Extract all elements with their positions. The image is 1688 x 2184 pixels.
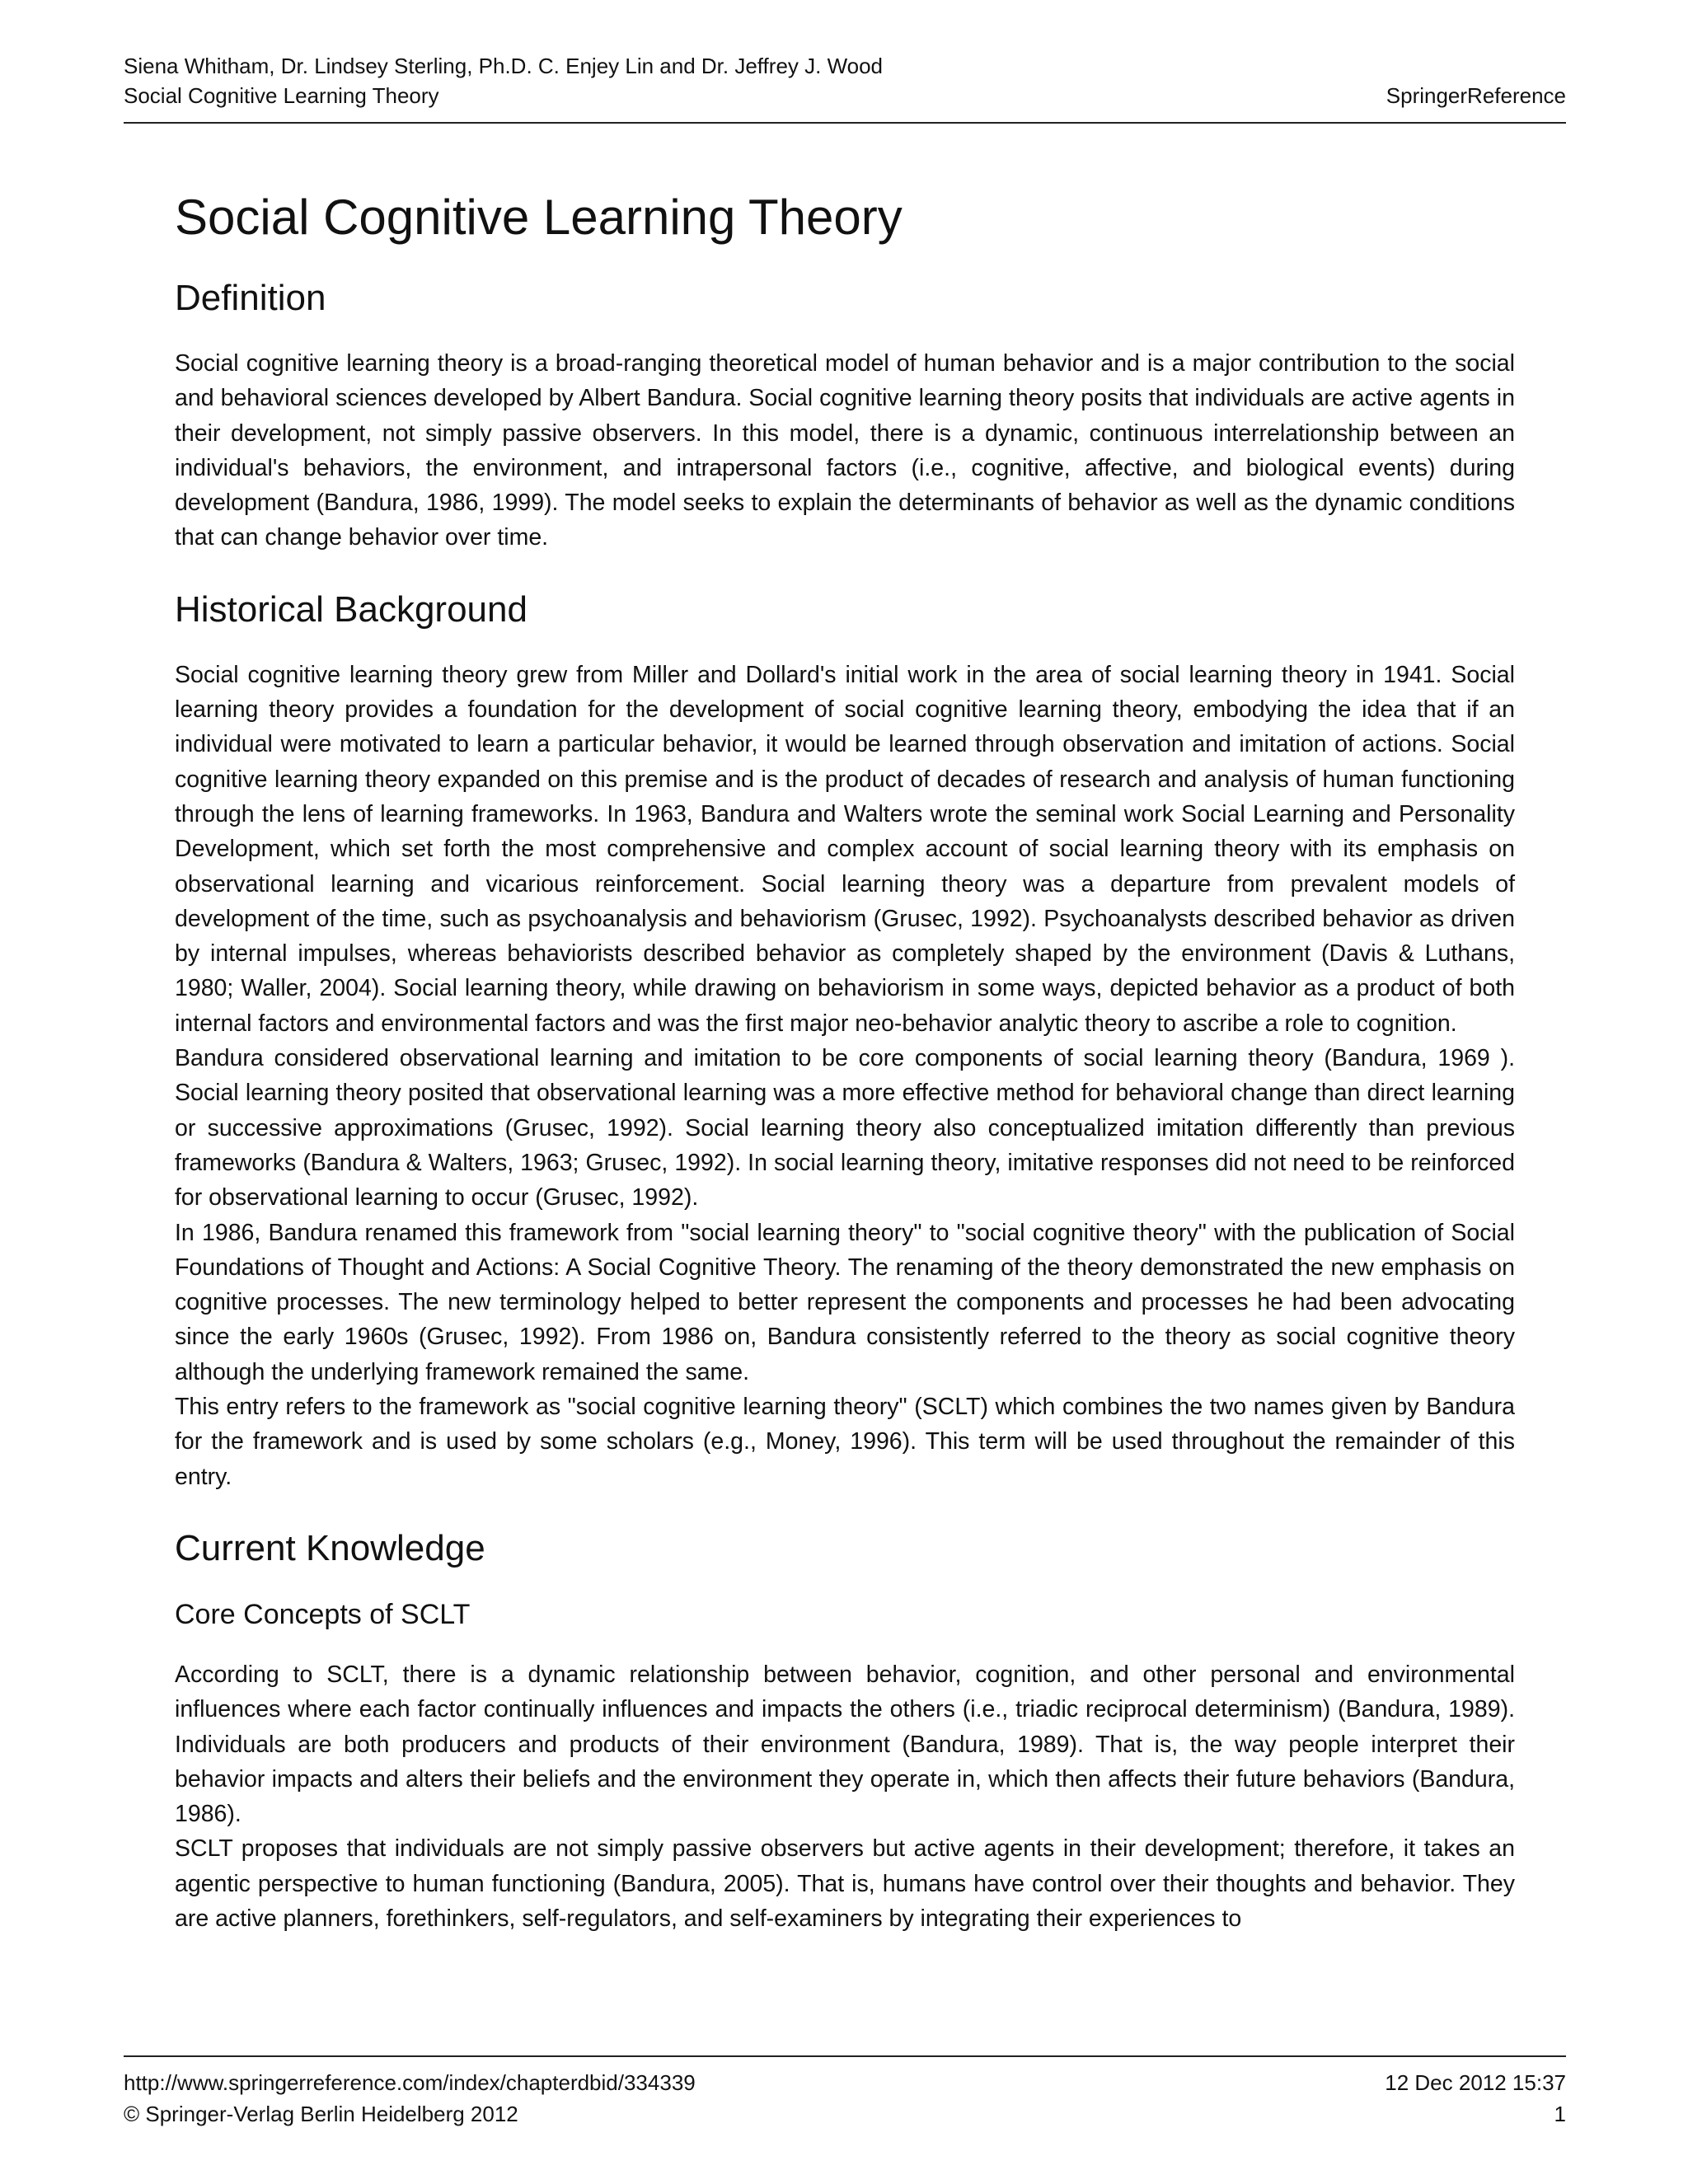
current-paragraph: SCLT proposes that individuals are not simply passive observers but active agents in their development; therefore, it takes an agentic perspective to human functioning (Bandura, 2005). That is, humans have control over their thoughts and behavior. They are active planners, forethinkers, self-regulators, and self-examiners by integrating their experiences to bbox=[175, 1835, 1515, 1932]
header-title: Social Cognitive Learning Theory bbox=[124, 83, 439, 108]
footer-timestamp: 12 Dec 2012 15:37 bbox=[1385, 2070, 1566, 2095]
current-knowledge-heading: Current Knowledge bbox=[175, 1527, 485, 1568]
historical-background-section bbox=[175, 587, 1515, 1494]
current-paragraph: According to SCLT, there is a dynamic relationship between behavior, cognition, and other personal and environmental influences where each factor continually influences and impacts the others (i.e., triadic reciprocal determinism) (Bandura, 1989). Individuals are both producers and products of their environment (Bandura, 1989). That is, the way people interpret their behavior impacts and alters their beliefs and the environment they operate in, which then affects their future behaviors (Bandura, 1986). bbox=[175, 1661, 1515, 1828]
document-title: Social Cognitive Learning Theory bbox=[175, 190, 903, 245]
page-footer bbox=[124, 2055, 1566, 2130]
definition-paragraph: Social cognitive learning theory is a broad-ranging theoretical model of human behavior and is a major contribution to the social and behavioral sciences developed by Albert Bandura. Social cognitive learning theory posits that individuals are active agents in their development, not simply passive observers. In this model, there is a dynamic, continuous interrelationship between an individual's behaviors, the environment, and intrapersonal factors (i.e., cognitive, affective, and biological events) during development (Bandura, 1986, 1999). The model seeks to explain the determinants of behavior as well as the dynamic conditions that can change behavior over time. bbox=[175, 350, 1515, 551]
historical-paragraph: Social cognitive learning theory grew from Miller and Dollard's initial work in the area of social learning theory in 1941. Social learning theory provides a foundation for the development of social cognitive learning theory, embodying the idea that if an individual were motivated to learn a particular behavior, it would be learned through observation and imitation of actions. Social cognitive learning theory expanded on this premise and is the product of decades of research and analysis of human functioning through the lens of learning frameworks. In 1963, Bandura and Walters wrote the seminal work Social Learning and Personality Development, which set forth the most comprehensive and complex account of social learning theory with its emphasis on observational learning and vicarious reinforcement. Social learning theory was a departure from prevalent models of development of the time, such as psychoanalysis and behaviorism (Grusec, 1992). Psychoanalysts described behavior as driven by internal impulses, whereas behaviorists described behavior as completely shaped by the environment (Davis & Luthans, 1980; Waller, 2004). Social learning theory, while drawing on behaviorism in some ways, depicted behavior as a product of both internal factors and environmental factors and was the first major neo-behavior analytic theory to ascribe a role to cognition. bbox=[175, 661, 1515, 1037]
header-publisher: SpringerReference bbox=[1386, 83, 1566, 108]
definition-section bbox=[175, 275, 1515, 555]
footer-copyright: © Springer-Verlag Berlin Heidelberg 2012 bbox=[124, 2102, 518, 2126]
current-knowledge-section bbox=[175, 1526, 1515, 1936]
document-body bbox=[175, 188, 1515, 1967]
page-header bbox=[124, 51, 1566, 124]
footer-url-link[interactable]: http://www.springerreference.com/index/chapterdbid/334339 bbox=[124, 2070, 696, 2095]
definition-heading: Definition bbox=[175, 278, 326, 318]
historical-paragraph: Bandura considered observational learning and imitation to be core components of social learning theory (Bandura, 1969 ). Social learning theory posited that observational learning was a more effective method for behavioral change than direct learning or successive approximations (Grusec, 1992). Social learning theory also conceptualized imitation differently than previous frameworks (Bandura & Walters, 1963; Grusec, 1992). In social learning theory, imitative responses did not need to be reinforced for observational learning to occur (Grusec, 1992). bbox=[175, 1045, 1515, 1212]
footer-row-top bbox=[124, 2067, 1566, 2098]
core-concepts-subheading: Core Concepts of SCLT bbox=[175, 1598, 471, 1630]
historical-paragraph: This entry refers to the framework as "social cognitive learning theory" (SCLT) which combines the two names given by Bandura for the framework and is used by some scholars (e.g., Money, 1996). This term will be used throughout the remainder of this entry. bbox=[175, 1394, 1515, 1490]
footer-row-bottom bbox=[124, 2098, 1566, 2130]
page-number: 1 bbox=[1554, 2102, 1566, 2126]
header-authors: Siena Whitham, Dr. Lindsey Sterling, Ph.D. C. Enjey Lin and Dr. Jeffrey J. Wood bbox=[124, 54, 884, 78]
historical-paragraph: In 1986, Bandura renamed this framework from "social learning theory" to "social cognitive theory" with the publication of Social Foundations of Thought and Actions: A Social Cognitive Theory. The renaming of the theory demonstrated the new emphasis on cognitive processes. The new terminology helped to better represent the components and processes he had been advocating since the early 1960s (Grusec, 1992). From 1986 on, Bandura consistently referred to the theory as social cognitive theory although the underlying framework remained the same. bbox=[175, 1219, 1515, 1385]
historical-background-heading: Historical Background bbox=[175, 588, 528, 630]
